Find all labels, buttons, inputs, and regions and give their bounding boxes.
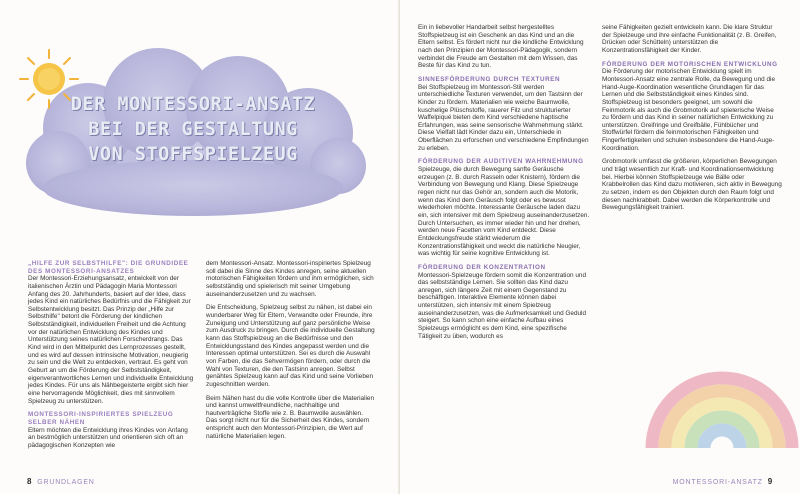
left-column-1 <box>28 260 196 456</box>
title-line-2: BEI DER GESTALTUNG <box>88 119 298 140</box>
left-column-2 <box>206 260 376 446</box>
paragraph: Bei Stoffspielzeug im Montessori-Stil werden unterschiedliche Texturen verwendet, um den Tastsinn der Kinder zu fördern. Materialien wie weiche Baumwolle, kuschelige Plüschstoffe, rauerer Filz und strukturierter Waffelpiqué bieten dem Kind verschiedene haptische Erfahrungen, was seine sensorische Wahrnehmung stärkt. Diese Vielfalt lädt Kinder dazu ein, Unterschiede in Oberflächen zu erforschen und verschiedene Empfindungen zu erleben. <box>418 83 589 152</box>
rainbow-illustration <box>632 318 800 448</box>
paragraph: Beim Nähen hast du die volle Kontrolle über die Materialien und kannst umweltfreundliche, nachhaltige und hautverträgliche Stoffe wie z. B. Baumwolle auswählen. Das sorgt nicht nur für die Sicherheit des Kindes, sondern entspricht auch den Montessori-Prinzipien, die Wert auf natürliche Materialien legen. <box>206 394 375 440</box>
running-head: MONTESSORI-ANSATZ <box>672 479 763 486</box>
page-number: 9 <box>767 477 773 486</box>
paragraph: Montessori-Spielzeuge fördern somit die Konzentration und das selbstständige Lernen. Sie sollten das Kind dazu anregen, sich längere Zeit mit einem Gegenstand zu beschäftigen. Interaktive Elemente können dabei unterstützen, sich intensiv mit einem Spielzeug auseinanderzusetzen, was die Aufmerksamkeit und Geduld steigert. So kann schon eine einfache Aufbau eines Spielzeugs ermöglicht es dem Kind, eine spezifische Tätigkeit zu üben, wodurch es <box>418 271 587 340</box>
paragraph: Eltern möchten die Entwicklung ihres Kindes von Anfang an bestmöglich unterstützen und orientieren sich oft an pädagogischen Konzepten wie <box>28 426 188 449</box>
section-heading: MONTESSORI-INSPIRIERTES SPIELZEUG SELBER NÄHEN <box>28 411 174 426</box>
folio-right <box>673 477 778 486</box>
title-line-3: VON STOFFSPIELZEUG <box>88 144 298 165</box>
right-column-1 <box>418 24 590 346</box>
section-heading: SINNESFÖRDERUNG DURCH TEXTUREN <box>418 75 561 83</box>
page-number: 8 <box>27 477 33 486</box>
section-heading: FÖRDERUNG DER AUDITIVEN WAHRNEHMUNG <box>418 158 584 166</box>
paragraph: Die Förderung der motorischen Entwicklung spielt im Montessori-Ansatz eine zentrale Rolle, da Bewegung und die Hand-Auge-Koordination wesentliche Grundlagen für das Lernen und die Selbstständigkeit eines Kindes sind. Stoffspielzeug ist besonders geeignet, um sowohl die Feinmotorik als auch die Grobmotorik auf spielerische Weise zu fördern und das Kind in seiner natürlichen Entwicklung zu unterstützen. Greifringe und Greifbälle, Fühlbücher und Stoffwürfel fördern die feinmotorischen Fähigkeiten und Fingerfertigkeiten und schulen insbesondere die Hand-Auge-Koordination. <box>602 68 776 152</box>
running-head: GRUNDLAGEN <box>37 479 95 486</box>
section-heading: „HILFE ZUR SELBSTHILFE": DIE GRUNDIDEE DES MONTESSORI-ANSATZES <box>28 260 189 275</box>
paragraph: Die Entscheidung, Spielzeug selbst zu nähen, ist dabei ein wunderbarer Weg für Eltern, Verwandte oder Freunde, ihre Zuneigung und Unterstützung auf ganz persönliche Weise zum Ausdruck zu bringen. Durch die individuelle Gestaltung kann das Stoffspielzeug an die Bedürfnisse und den Entwicklungsstand des Kindes angepasst werden und die Interessen optimal unterstützen. Sei es durch die Auswahl von Farben, die das Sehvermögen fördern, oder durch die Wahl von Texturen, die den Tastsinn anregen. Selbst genähtes Spielzeug kann auf das Kind und seine Vorlieben zugeschnitten werden. <box>206 304 375 388</box>
right-column-2 <box>602 24 782 218</box>
paragraph: Grobmotorik umfasst die größeren, körperlichen Bewegungen und trägt wesentlich zur Kraft- und Koordinationsentwicklung bei. Hierbei können Stoffspielzeuge wie Bälle oder Krabbelrollen das Kind dazu motivieren, sich aktiv in Bewegung zu setzen, indem es den Objekten durch den Raum folgt und diesen nachkrabbelt. Dabei werden die Körperkontrolle und Bewegungsfähigkeit trainiert. <box>602 158 782 212</box>
paragraph: Ein in liebevoller Handarbeit selbst hergestelltes Stoffspielzeug ist ein Geschenk an das Kind und an die Eltern selbst. Es fördert nicht nur die kindliche Entwicklung nach den Prinzipien der Montessori-Pädagogik, sondern verbindet die Freude am Gestalten mit dem Wissen, das Beste für das Kind zu tun. <box>418 24 584 70</box>
section-heading: FÖRDERUNG DER MOTORISCHEN ENTWICKLUNG <box>602 60 778 68</box>
page-title <box>18 92 368 167</box>
paragraph: Spielzeuge, die durch Bewegung sanfte Geräusche erzeugen (z. B. durch Rasseln oder Knistern), fördern die Verbindung von Bewegung und Klang. Diese Spielzeuge regen nicht nur das Gehör an, sondern auch die Motorik, wenn das Kind dem Geräusch folgt oder es bewusst wiederholen möchte. Interessante Geräusche laden dazu ein, sich intensiver mit dem Spielzeug auseinanderzusetzen. Durch Untersuchen, es immer wieder hin und her drehen, werden neue Facetten vom Kind entdeckt. Diese Entdeckungsfreude stärkt wiederum die Konzentrationsfähigkeit und weckt die natürliche Neugier, was wichtig für seine kognitive Entwicklung ist. <box>418 166 590 258</box>
folio-left <box>22 477 95 486</box>
section-heading: FÖRDERUNG DER KONZENTRATION <box>418 263 546 271</box>
title-line-1: DER MONTESSORI-ANSATZ <box>70 94 316 115</box>
hero-cloud <box>18 48 368 228</box>
paragraph: seine Fähigkeiten gezielt entwickeln kann. Die klare Struktur der Spielzeuge und ihre einfache Funktionalität (z. B. Greifen, Drücken oder Schütteln) unterstützen die Konzentrationsfähigkeit der Kinder. <box>602 24 777 54</box>
right-page <box>400 0 800 494</box>
paragraph: dem Montessori-Ansatz. Montessori-inspiriertes Spielzeug soll dabei die Sinne des Kindes anregen, seine aktuellen motorischen Fähigkeiten fördern und ihm ermöglichen, sich selbstständig und spielerisch mit seiner Umgebung auseinanderzusetzen und zu wachsen. <box>206 260 374 298</box>
paragraph: Der Montessori-Erziehungsansatz, entwickelt von der italienischen Ärztin und Pädagogin Maria Montessori Anfang des 20. Jahrhunderts, basiert auf der Idee, dass jedes Kind ein natürliches Bedürfnis und die Fähigkeit zur Selbstentwicklung besitzt. Das Prinzip der „Hilfe zur Selbsthilfe" betont die Förderung der kindlichen Selbstständigkeit, individuellen Freiheit und die Achtung vor der natürlichen Entwicklung des Kindes und Unterstützung seines natürlichen Forscherdrangs. Das Kind wird in den Mittelpunkt des Lernprozesses gestellt, und es wird auf dessen intrinsische Motivation, neugierig zu sein und die Welt zu entdecken, vertraut. Es geht von Geburt an um die Förderung der Selbstständigkeit, eigenverantwortliches Lernen und individuelle Entwicklung jedes Kindes. Für uns als Nähbegeisterte ergibt sich hier eine hervorragende Möglichkeit, dies mit sinnvollem Spielzeug zu unterstützen. <box>28 275 194 405</box>
